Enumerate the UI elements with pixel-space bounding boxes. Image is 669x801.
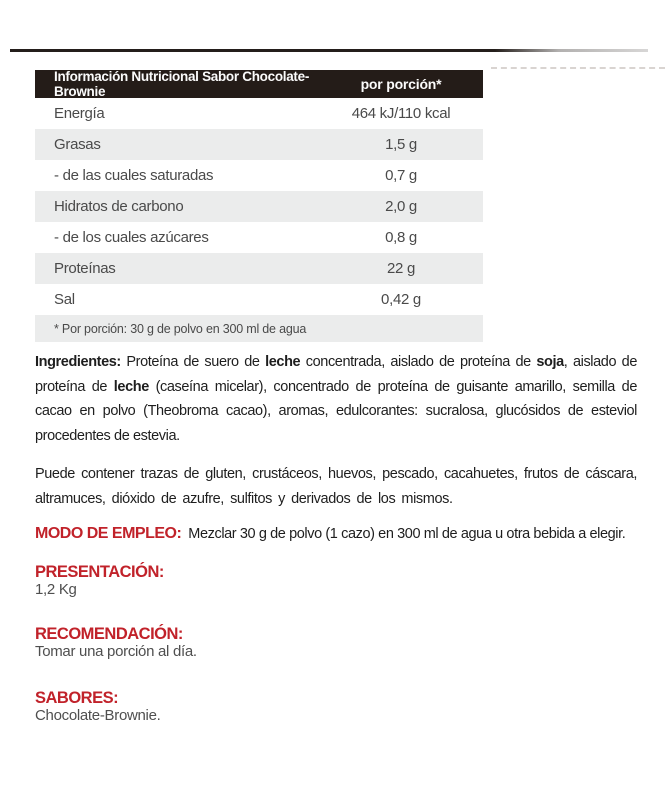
usage-text: Mezclar 30 g de polvo (1 cazo) en 300 ml de agua u otra bebida a elegir. [188,526,626,542]
nutrition-table-header [35,70,483,98]
allergen-milk-bold: leche [265,354,301,370]
top-dashed-line [491,67,665,69]
presentation-text: 1,2 Kg [35,580,77,598]
table-row-salt [35,284,483,315]
table-row-saturated-fat [35,160,483,191]
presentation-heading: PRESENTACIÓN: [35,562,164,581]
flavors-heading: SABORES: [35,688,119,707]
nutrient-label: - de las cuales saturadas [54,167,214,184]
allergen-soy-bold: soja [536,354,564,370]
nutrition-table [35,70,483,342]
table-row-energy [35,98,483,129]
nutrient-value: 0,7 g [385,167,417,184]
nutrient-label: Hidratos de carbono [54,198,184,215]
nutrient-label: Grasas [54,136,101,153]
ingredients-text: (caseína micelar), concentrado de proteína de guisante amarillo, semilla de cacao en polvo (Theobroma cacao), aromas, edulcorantes: sucralosa, glucósidos de esteviol procedentes de estevia. [35,378,637,444]
nutrient-value: 22 g [387,260,415,277]
recommendation-text: Tomar una porción al día. [35,643,197,660]
nutrient-label: - de los cuales azúcares [54,229,209,246]
ingredients-text: , aislado de proteína de [35,354,637,395]
top-rule-line [10,49,648,52]
nutrient-value: 0,8 g [385,229,417,246]
allergen-traces-paragraph: Puede contener trazas de gluten, crustáceos, huevos, pescado, cacahuetes, frutos de cáscara, altramuces, dióxido de azufre, sulfitos y derivados de los mismos. [35,466,637,507]
table-footnote-row [35,315,483,342]
ingredients-text: Proteína de suero de [120,354,266,370]
ingredients-intro-bold: Ingredientes: [35,354,121,370]
nutrient-label: Sal [54,291,75,308]
usage-heading: MODO DE EMPLEO: [35,525,182,542]
nutrient-value: 464 kJ/110 kcal [351,105,451,122]
usage-paragraph [35,522,637,547]
ingredients-paragraph [35,350,637,448]
recommendation-heading: RECOMENDACIÓN: [35,625,183,643]
ingredients-text: concentrada, aislado de proteína de [300,354,537,370]
table-row-protein [35,253,483,284]
nutrient-value: 0,42 g [381,291,421,308]
per-serving-column-header: por porción* [360,76,442,92]
label-content [35,70,637,724]
table-row-sugars [35,222,483,253]
table-row-fat [35,129,483,160]
table-row-carbohydrates [35,191,483,222]
nutrient-label: Energía [54,105,105,122]
table-title: Información Nutricional Sabor Chocolate-Brownie [54,69,310,99]
table-footnote: * Por porción: 30 g de polvo en 300 ml de agua [54,321,307,336]
nutrient-value: 2,0 g [385,198,417,215]
nutrient-label: Proteínas [54,260,116,277]
allergen-milk-bold: leche [113,378,149,395]
flavors-text: Chocolate-Brownie. [35,706,161,724]
nutrient-value: 1,5 g [385,136,417,153]
